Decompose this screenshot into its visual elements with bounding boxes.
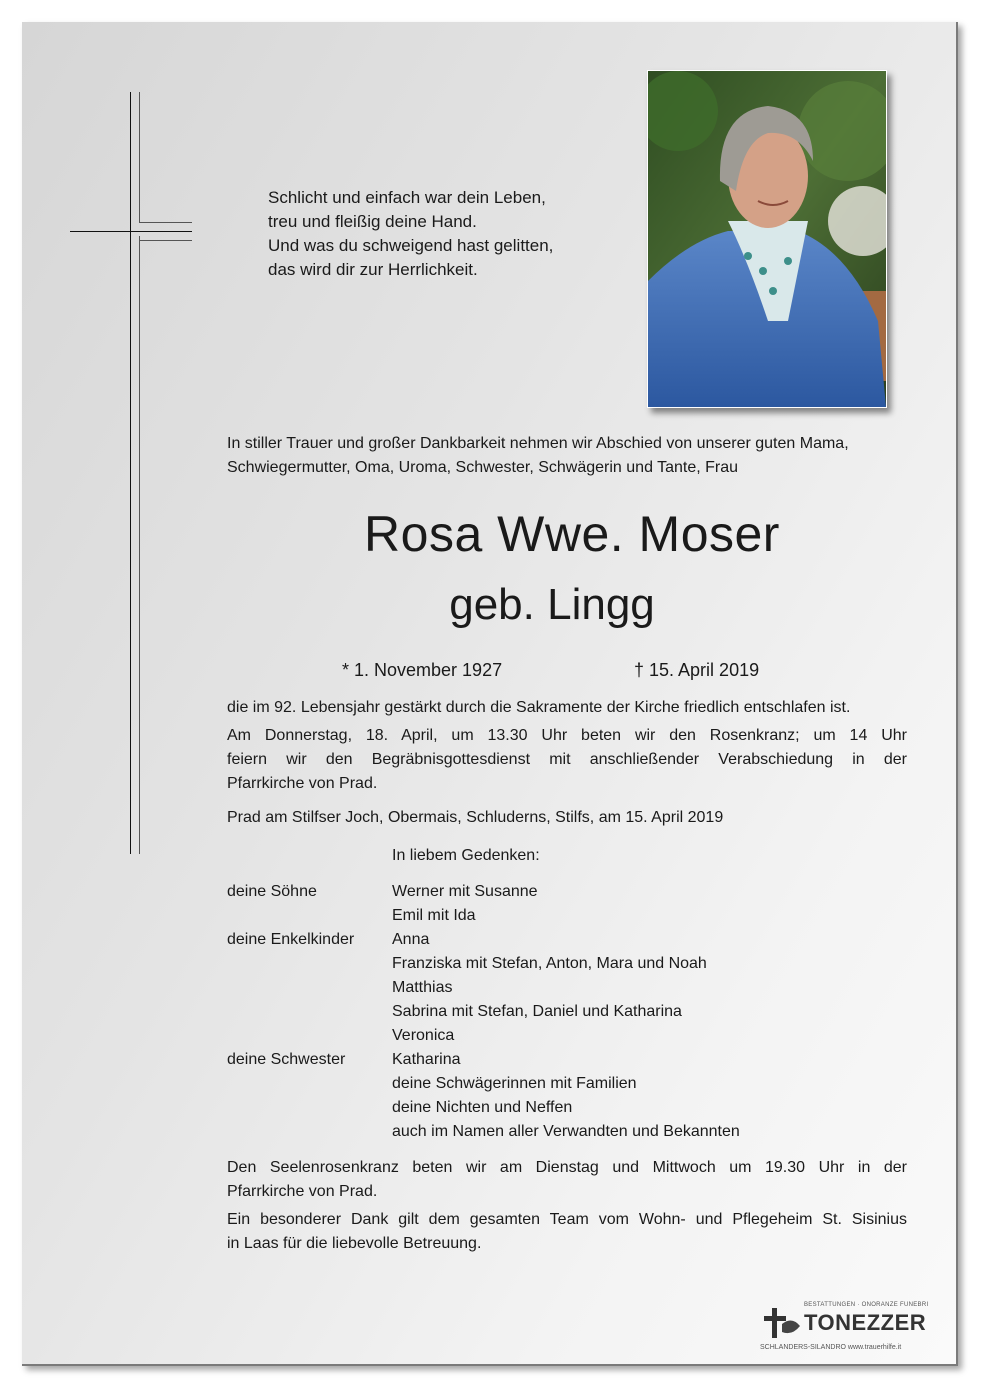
text-line: Prad am Stilfser Joch, Obermais, Schluderns, Stilfs, am 15. April 2019 — [227, 809, 724, 826]
logo-tagline: BESTATTUNGEN · ONORANZE FUNEBRI — [804, 1302, 929, 1308]
text-line: in Laas für die liebevolle Betreuung. — [227, 1235, 482, 1252]
poem — [268, 186, 553, 282]
text-line: Am Donnerstag, 18. April, um 13.30 Uhr beten wir den Rosenkranz; um 14 Uhr — [227, 727, 907, 744]
maiden-name: geb. Lingg — [449, 580, 655, 629]
birth-date: * 1. November 1927 — [342, 660, 503, 680]
passing-text — [227, 696, 907, 720]
gedenken-heading: In liebem Gedenken: — [392, 847, 540, 864]
poem-line: Und was du schweigend hast gelitten, — [268, 236, 554, 255]
logo-cross-icon — [762, 1306, 802, 1340]
intro-text — [227, 432, 917, 480]
intro-line: In stiller Trauer und großer Dankbarkeit nehmen wir Abschied von unserer guten Mama, — [227, 435, 849, 452]
poem-line: das wird dir zur Herrlichkeit. — [268, 260, 478, 279]
poem-line: Schlicht und einfach war dein Leben, — [268, 188, 546, 207]
text-line: Den Seelenrosenkranz beten wir am Dienstag und Mittwoch um 19.30 Uhr in der — [227, 1159, 907, 1176]
text-line: Ein besonderer Dank gilt dem gesamten Team vom Wohn- und Pflegeheim St. Sisinius — [227, 1211, 907, 1228]
poem-line: treu und fleißig deine Hand. — [268, 212, 477, 231]
tonezzer-logo — [760, 1302, 929, 1358]
place-date — [227, 806, 907, 830]
text-line: Pfarrkirche von Prad. — [227, 1183, 378, 1200]
text-line: Pfarrkirche von Prad. — [227, 775, 378, 792]
thanks-text — [227, 1208, 907, 1256]
text-line: die im 92. Lebensjahr gestärkt durch die Sakramente der Kirche friedlich entschlafen ist. — [227, 699, 851, 716]
funeral-text — [227, 724, 907, 796]
death-date: † 15. April 2019 — [634, 660, 760, 680]
deceased-name: Rosa Wwe. Moser — [364, 506, 780, 562]
intro-line: Schwiegermutter, Oma, Uroma, Schwester, Schwägerin und Tante, Frau — [227, 459, 739, 476]
rosary-text — [227, 1156, 907, 1204]
portrait-photo — [647, 70, 887, 408]
logo-brand: TONEZZER — [804, 1310, 927, 1335]
obituary-sheet: Schlicht und einfach war dein Leben, treu und fleißig deine Hand. Und was du schweigend hast gelitten, das wird dir zur Herrlichkeit. In stiller Trauer und großer Dankbarkeit nehmen wir Abschied von unserer guten Mama, Schwiegermutter, Oma, Uroma, Schwester, Schwägerin und Tante, Frau Rosa Wwe. Moser geb. Lingg * 1. November 1927 † 15. April 2019 die im 92. Lebensjahr gestärkt durch die Sakramente der Kirche friedlich entschlafen ist. Am Donnerstag, 18. April, um 13.30 Uhr beten wir den Rosenkranz; um 14 Uhr feiern wir den Begräbnisgottesdienst mit anschließender Verabschiedung in der Pfarrkirche von Prad. Prad am Stilfser Joch, Obermais, Schluderns, Stilfs, am 15. April 2019 In liebem Gedenken: deine Söhne Werner mit Susanne Emil mit Ida deine Enkelkinder Anna Franziska mit Stefan, Anton, Mara und Noah Matthias Sabrina mit Stefan, Daniel und Katharina Veronica deine Schwester Katharina deine Schwägerinnen mit Familien deine Nichten und Neffen auch im Namen aller Verwandten und Bekannten Den Seelenrosenkranz beten wir am Dienstag und Mittwoch um 19.30 Uhr in der Pfarrkirche von Prad. Ein besonderer Dank gilt dem gesamten Team vom Wohn- und Pflegeheim St. Sisinius in Laas für die liebevolle Betreuung. BESTATTUNGEN · ONORANZE FUNEBRI TONEZZER SCHLANDERS-SILANDRO www.trauerhilfe.it — [22, 22, 958, 1366]
text-line: feiern wir den Begräbnisgottesdienst mit anschließender Verabschiedung in der — [227, 751, 907, 768]
logo-address: SCHLANDERS-SILANDRO www.trauerhilfe.it — [760, 1344, 902, 1351]
